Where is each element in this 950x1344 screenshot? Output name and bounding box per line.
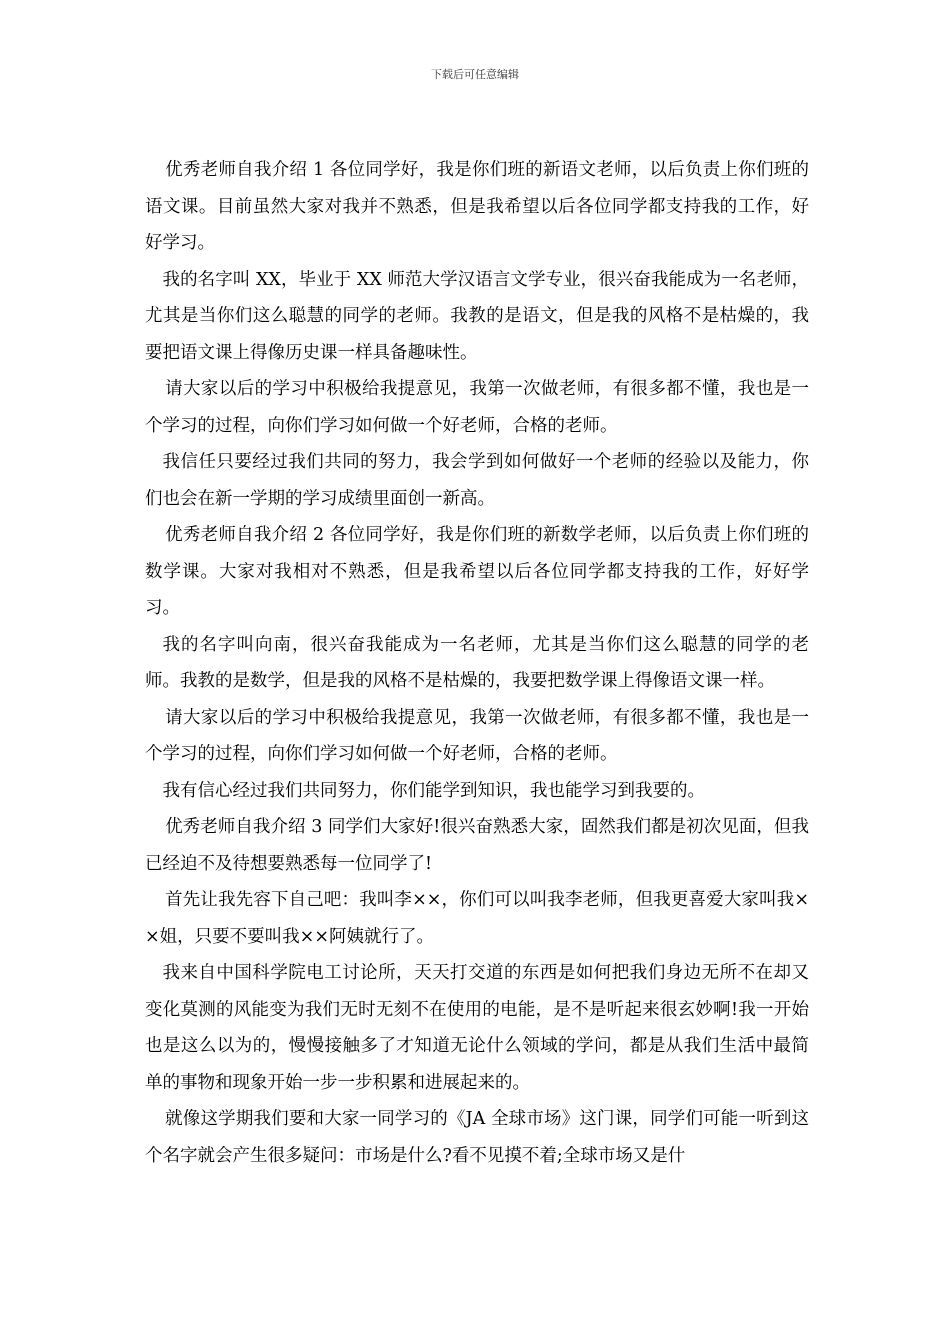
paragraph: 优秀老师自我介绍 2 各位同学好，我是你们班的新数学老师，以后负责上你们班的数学课。大家对我相对不熟悉，但是我希望以后各位同学都支持我的工作，好好学习。: [145, 525, 809, 618]
document-body: [145, 152, 809, 1174]
paragraph: 首先让我先容下自己吧：我叫李××，你们可以叫我李老师，但我更喜爱大家叫我××姐，只要不要叫我××阿姨就行了。: [145, 890, 809, 947]
paragraph: 请大家以后的学习中积极给我提意见，我第一次做老师，有很多都不懂，我也是一个学习的过程，向你们学习如何做一个好老师，合格的老师。: [145, 707, 809, 764]
paragraph: 我有信心经过我们共同努力，你们能学到知识，我也能学习到我要的。: [162, 780, 705, 801]
paragraph: 请大家以后的学习中积极给我提意见，我第一次做老师，有很多都不懂，我也是一个学习的过程，向你们学习如何做一个好老师，合格的老师。: [145, 379, 809, 436]
paragraph: 优秀老师自我介绍 3 同学们大家好!很兴奋熟悉大家，固然我们都是初次见面，但我已经迫不及待想要熟悉每一位同学了!: [145, 817, 809, 874]
paragraph: 我来自中国科学院电工讨论所，天天打交道的东西是如何把我们身边无所不在却又变化莫测的风能变为我们无时无刻不在使用的电能，是不是听起来很玄妙啊!我一开始也是这么以为的，慢慢接触多了才知道无论什么领域的学问，都是从我们生活中最简单的事物和现象开始一步一步积累和进展起来的。: [145, 963, 809, 1093]
paragraph: 优秀老师自我介绍 1 各位同学好，我是你们班的新语文老师，以后负责上你们班的语文课。目前虽然大家对我并不熟悉，但是我希望以后各位同学都支持我的工作，好好学习。: [145, 160, 809, 253]
page-header: 下载后可任意编辑: [431, 68, 519, 81]
paragraph: 我信任只要经过我们共同的努力，我会学到如何做好一个老师的经验以及能力，你们也会在新一学期的学习成绩里面创一新高。: [145, 452, 809, 509]
paragraph: 我的名字叫 XX，毕业于 XX 师范大学汉语言文学专业，很兴奋我能成为一名老师，尤其是当你们这么聪慧的同学的老师。我教的是语文，但是我的风格不是枯燥的，我要把语文课上得像历史课一样具备趣味性。: [145, 269, 809, 363]
paragraph: 就像这学期我们要和大家一同学习的《JA 全球市场》这门课，同学们可能一听到这个名字就会产生很多疑问：市场是什么?看不见摸不着;全球市场又是什: [145, 1109, 809, 1166]
paragraph: 我的名字叫向南，很兴奋我能成为一名老师，尤其是当你们这么聪慧的同学的老师。我教的是数学，但是我的风格不是枯燥的，我要把数学课上得像语文课一样。: [145, 634, 809, 691]
